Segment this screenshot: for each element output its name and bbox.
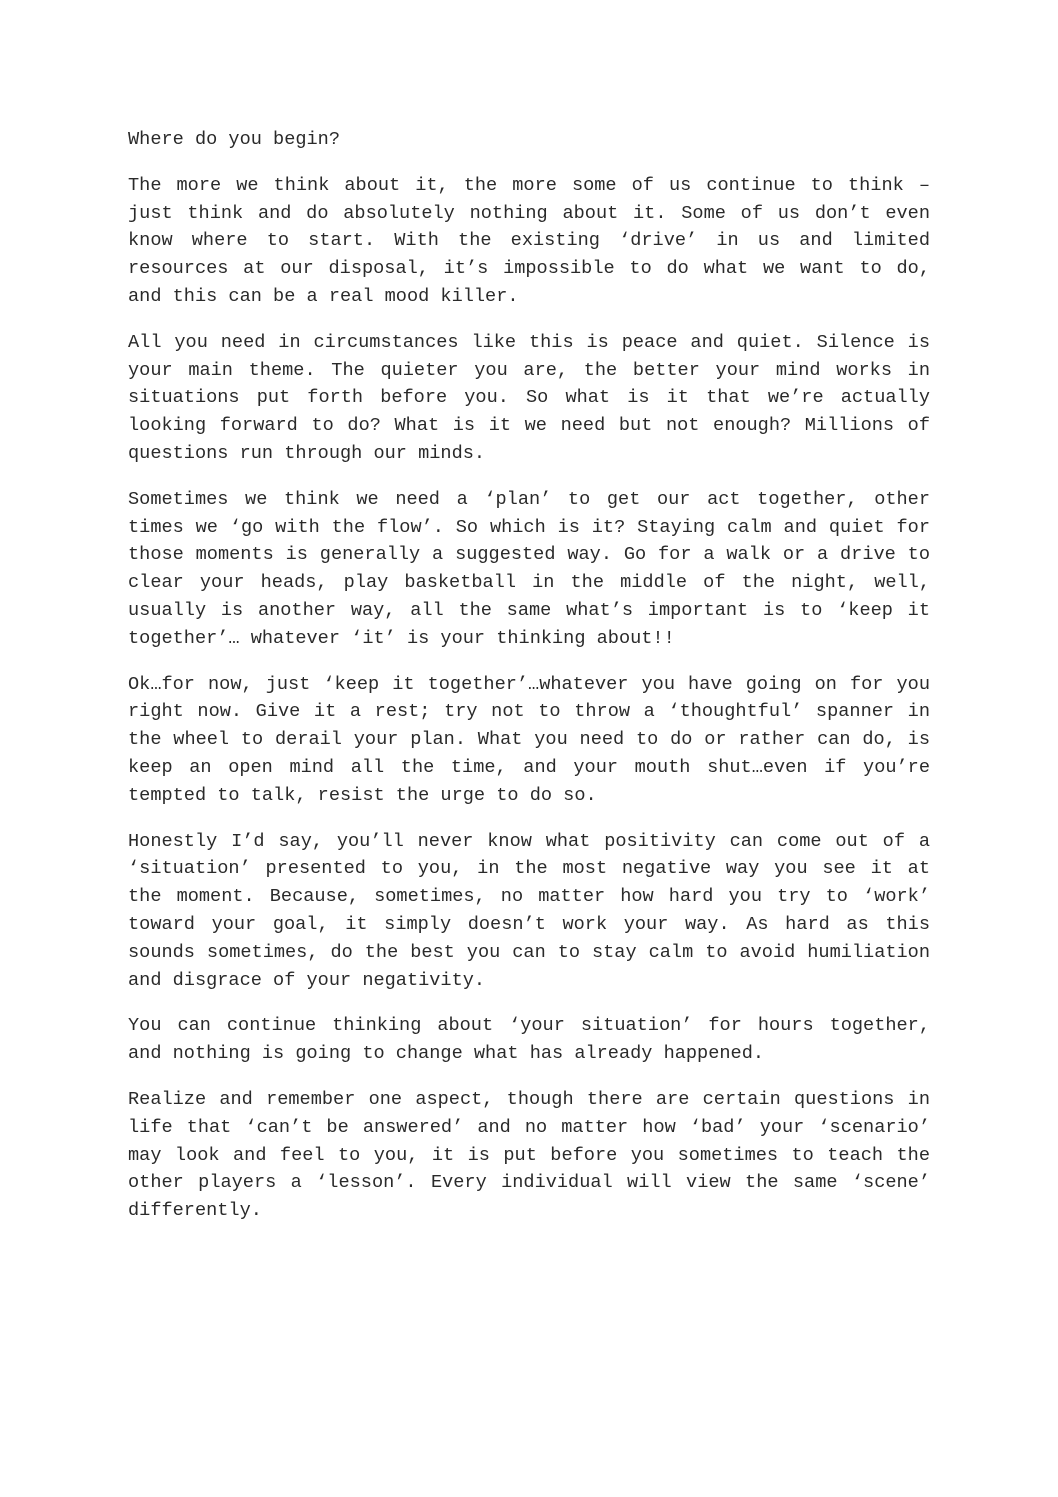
paragraph-3: Sometimes we think we need a ‘plan’ to get our act together, other times we ‘go with the flow’. So which is it? Staying calm and quiet for those moments is generally a suggested way. Go for a walk or a drive to clear your heads, play basketball in the middle of the night, well, usually is another way, all the same what’s important is to ‘keep it together’… whatever ‘it’ is your thinking about!! (128, 488, 930, 649)
paragraph-6: You can continue thinking about ‘your situation’ for hours together, and nothing is going to change what has already happened. (128, 1015, 930, 1065)
paragraph-2: All you need in circumstances like this is peace and quiet. Silence is your main theme. The quieter you are, the better your mind works in situations put forth before you. So what is it that we’re actually looking forward to do? What is it we need but not enough? Millions of questions run through our minds. (128, 331, 930, 464)
paragraph-5: Honestly I’d say, you’ll never know what positivity can come out of a ‘situation’ presented to you, in the most negative way you see it at the moment. Because, sometimes, no matter how hard you try to ‘work’ toward your goal, it simply doesn’t work your way. As hard as this sounds sometimes, do the best you can to stay calm to avoid humiliation and disgrace of your negativity. (128, 830, 930, 991)
paragraph-1: The more we think about it, the more some of us continue to think – just think and do absolutely nothing about it. Some of us don’t even know where to start. With the existing ‘drive’ in us and limited resources at our disposal, it’s impossible to do what we want to do, and this can be a real mood killer. (128, 174, 930, 307)
paragraph-4: Ok…for now, just ‘keep it together’…whatever you have going on for you right now. Give it a rest; try not to throw a ‘thoughtful’ spanner in the wheel to derail your plan. What you need to do or rather can do, is keep an open mind all the time, and your mouth shut…even if you’re tempted to talk, resist the urge to do so. (128, 673, 930, 806)
paragraph-7: Realize and remember one aspect, though there are certain questions in life that ‘can’t be answered’ and no matter how ‘bad’ your ‘scenario’ may look and feel to you, it is put before you sometimes to teach the other players a ‘lesson’. Every individual will view the same ‘scene’ differently. (128, 1088, 930, 1222)
document-body (128, 126, 930, 1243)
document-heading: Where do you begin? (128, 129, 341, 150)
